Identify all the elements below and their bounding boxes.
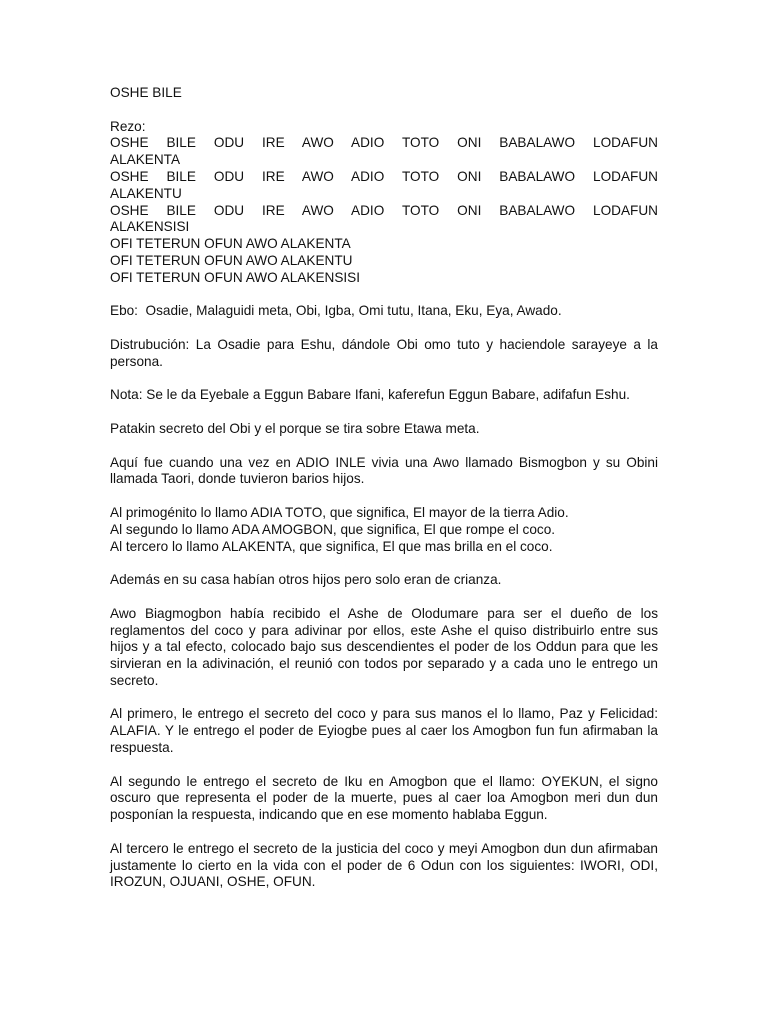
document-title: OSHE BILE [110, 85, 182, 100]
rezo-line: OSHE BILE ODU IRE AWO ADIO TOTO ONI BABALAWO LODAFUN [110, 135, 658, 151]
spacer [110, 438, 658, 455]
spacer [110, 690, 658, 707]
document-page [110, 85, 658, 891]
son-line: Al segundo lo llamo ADA AMOGBON, que significa, El que rompe el coco. [110, 521, 556, 537]
spacer [110, 320, 658, 337]
rezo-line: OSHE BILE ODU IRE AWO ADIO TOTO ONI BABALAWO LODAFUN [110, 168, 658, 184]
son-line: Al tercero lo llamo ALAKENTA, que significa, El que mas brilla en el coco. [110, 538, 553, 554]
patakin-title: Patakin secreto del Obi y el porque se tira sobre Etawa meta. [110, 420, 480, 436]
story-paragraph: Al segundo le entrego el secreto de Iku en Amogbon que el llamo: OYEKUN, el signo oscuro que representa el poder de la muerte, pues al caer loa Amogbon meri dun dun posponían la respuesta, indicando que en ese momento hablaba Eggun. [110, 773, 658, 823]
ebo-paragraph: Ebo: Osadie, Malaguidi meta, Obi, Igba, Omi tutu, Itana, Eku, Eya, Awado. [110, 303, 562, 319]
son-line: Al primogénito lo llamo ADIA TOTO, que significa, El mayor de la tierra Adio. [110, 504, 569, 520]
rezo-line: ALAKENTA [110, 152, 181, 168]
rezo-line: OFI TETERUN OFUN AWO ALAKENTU [110, 252, 353, 268]
rezo-line: OSHE BILE ODU IRE AWO ADIO TOTO ONI BABALAWO LODAFUN [110, 202, 658, 218]
spacer [110, 757, 658, 774]
spacer [110, 371, 658, 388]
spacer [110, 488, 658, 505]
spacer [110, 102, 658, 119]
story-paragraph: Al primero, le entrego el secreto del coco y para sus manos el lo llamo, Paz y Felicidad: ALAFIA. Y le entrego el poder de Eyiogbe pues al caer los Amogbon fun fun afirmaban la respuesta. [110, 706, 658, 756]
spacer [110, 824, 658, 841]
story-paragraph: Aquí fue cuando una vez en ADIO INLE vivia una Awo llamado Bismogbon y su Obini llamada Taori, donde tuvieron barios hijos. [110, 454, 658, 487]
rezo-label: Rezo: [110, 118, 146, 134]
story-paragraph: Además en su casa habían otros hijos pero solo eran de crianza. [110, 572, 502, 588]
rezo-line: OFI TETERUN OFUN AWO ALAKENTA [110, 236, 351, 252]
spacer [110, 555, 658, 572]
spacer [110, 404, 658, 421]
distribucion-paragraph: Distrubución: La Osadie para Eshu, dándole Obi omo tuto y haciendole sarayeye a la persona. [110, 336, 658, 369]
story-paragraph: Awo Biagmogbon había recibido el Ashe de Olodumare para ser el dueño de los reglamentos del coco y para adivinar por ellos, este Ashe el quiso distribuirlo entre sus hijos y a tal efecto, colocado bajo sus descendientes el poder de los Oddun para que les sirvieran en la adivinación, el reunió con todos por separado y a cada uno le entrego un secreto. [110, 605, 658, 688]
rezo-line: OFI TETERUN OFUN AWO ALAKENSISI [110, 269, 361, 285]
spacer [110, 589, 658, 606]
spacer [110, 287, 658, 304]
rezo-line: ALAKENSISI [110, 219, 190, 235]
rezo-line: ALAKENTU [110, 185, 182, 201]
nota-paragraph: Nota: Se le da Eyebale a Eggun Babare Ifani, kaferefun Eggun Babare, adifafun Eshu. [110, 387, 630, 403]
story-paragraph: Al tercero le entrego el secreto de la justicia del coco y meyi Amogbon dun dun afirmaban justamente lo cierto en la vida con el poder de 6 Odun con los siguientes: IWORI, ODI, IROZUN, OJUANI, OSHE, OFUN. [110, 840, 658, 890]
